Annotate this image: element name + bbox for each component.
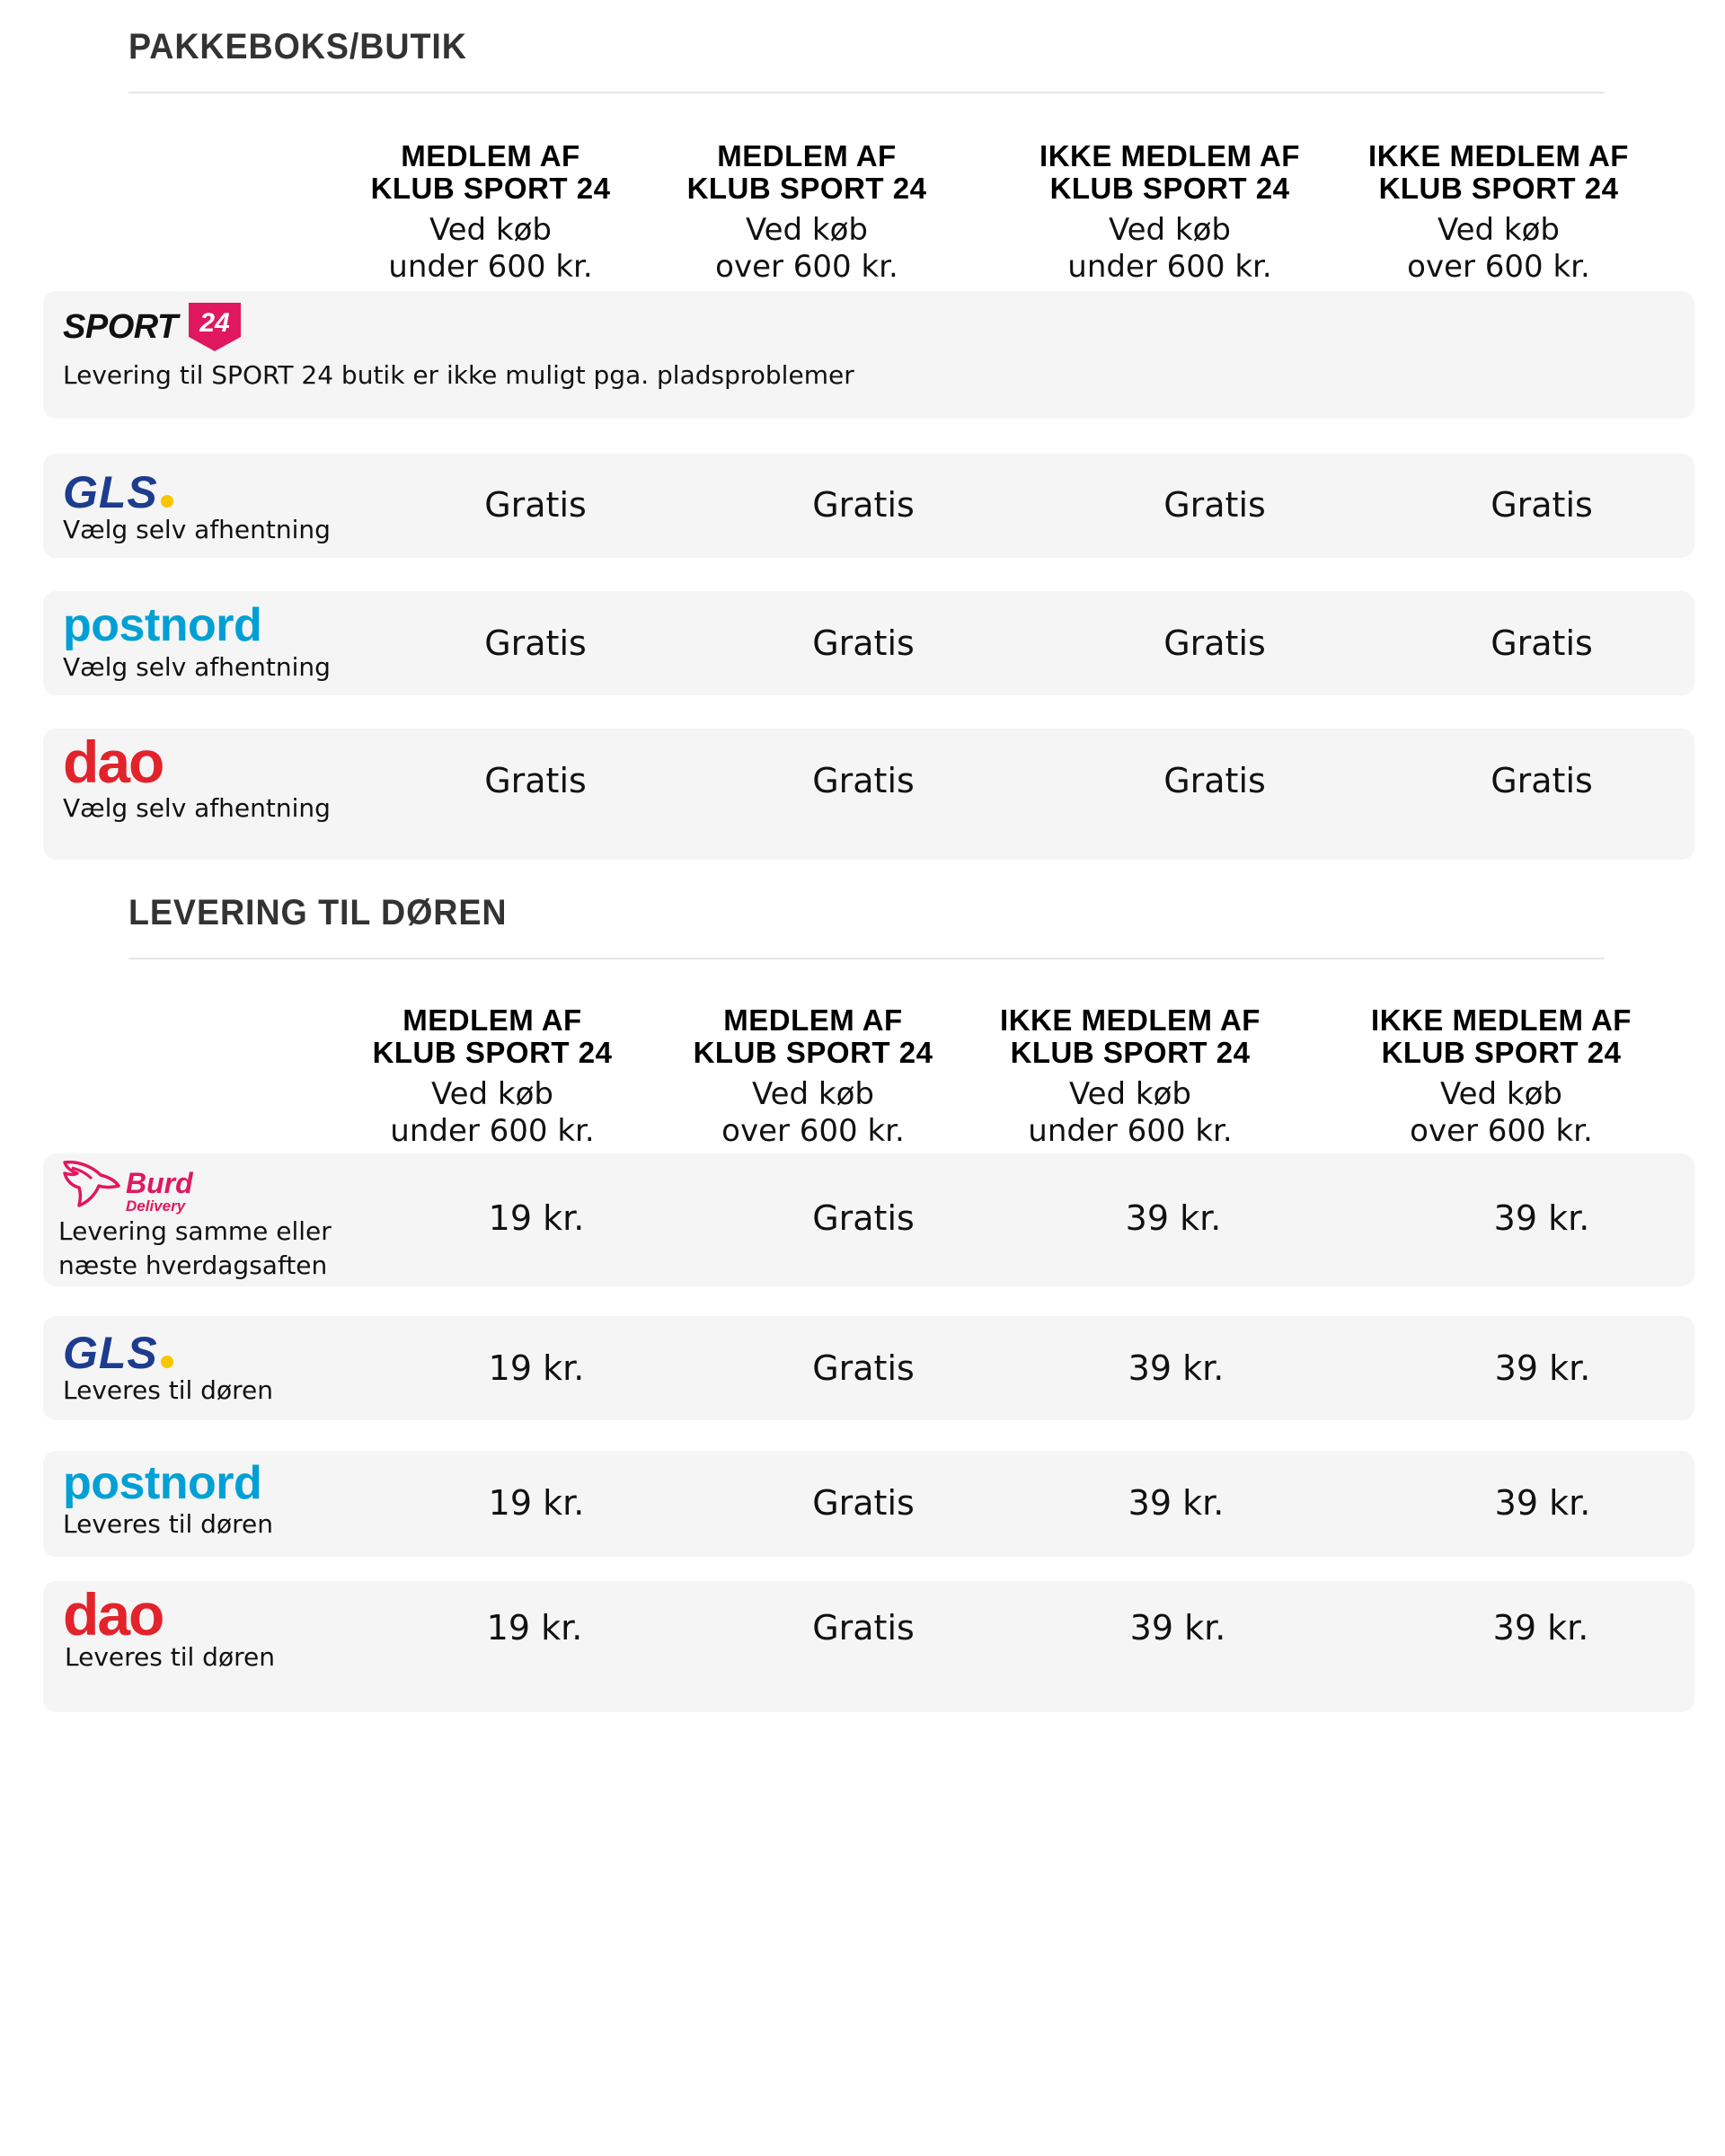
- price-cell: Gratis: [812, 1348, 915, 1388]
- price-cell: Gratis: [484, 623, 587, 663]
- price-cell: Gratis: [812, 1198, 915, 1238]
- gls-dot-icon: [161, 495, 173, 508]
- carrier-row-sport24: [43, 291, 1694, 419]
- price-cell: 39 kr.: [1493, 1198, 1590, 1238]
- price-cell: 39 kr.: [1492, 1608, 1589, 1648]
- section-divider: [128, 958, 1605, 959]
- price-cell: Gratis: [812, 1483, 915, 1523]
- column-header-nonmember-under: IKKE MEDLEM AF KLUB SPORT 24 Ved køb under 600 kr.: [1039, 139, 1300, 285]
- price-cell: Gratis: [812, 485, 915, 525]
- price-cell: 39 kr.: [1129, 1608, 1226, 1648]
- price-cell: Gratis: [1491, 761, 1593, 800]
- price-cell: Gratis: [1163, 761, 1266, 800]
- carrier-description: Vælg selv afhentning: [63, 652, 331, 682]
- column-header-member-under: MEDLEM AF KLUB SPORT 24 Ved køb under 600 kr.: [372, 1003, 613, 1149]
- price-cell: Gratis: [812, 761, 915, 800]
- column-header-member-over: MEDLEM AF KLUB SPORT 24 Ved køb over 600 kr.: [686, 139, 927, 285]
- burd-wing-icon: [59, 1157, 124, 1209]
- gls-logo: GLS: [63, 1330, 173, 1375]
- carrier-description: Vælg selv afhentning: [63, 515, 331, 544]
- carrier-row-postnord-pickup: [43, 591, 1694, 695]
- carrier-row-burd: [43, 1153, 1694, 1286]
- price-cell: Gratis: [1163, 623, 1266, 663]
- sport24-badge-icon: [185, 301, 244, 353]
- section-title-pickup: PAKKEBOKS/BUTIK: [128, 27, 467, 66]
- price-cell: 39 kr.: [1494, 1348, 1591, 1388]
- dao-logo: dao: [63, 729, 164, 795]
- carrier-row-postnord-door: [43, 1451, 1694, 1557]
- price-cell: Gratis: [812, 1608, 915, 1648]
- section-title-door: LEVERING TIL DØREN: [128, 893, 508, 932]
- price-cell: Gratis: [1491, 623, 1593, 663]
- price-cell: 39 kr.: [1125, 1198, 1222, 1238]
- column-header-nonmember-over: IKKE MEDLEM AF KLUB SPORT 24 Ved køb over 600 kr.: [1368, 139, 1629, 285]
- section-divider: [128, 92, 1605, 93]
- price-cell: 19 kr.: [486, 1608, 583, 1648]
- gls-logo: GLS: [63, 470, 173, 515]
- gls-dot-icon: [161, 1356, 173, 1368]
- price-cell: 19 kr.: [488, 1483, 585, 1523]
- column-header-member-over: MEDLEM AF KLUB SPORT 24 Ved køb over 600 kr.: [693, 1003, 933, 1149]
- price-cell: Gratis: [1163, 485, 1266, 525]
- carrier-description: Leveres til døren: [65, 1642, 275, 1672]
- sport24-logo: SPORT 24: [63, 298, 244, 356]
- carrier-description: Levering samme eller næste hverdagsaften: [58, 1216, 332, 1280]
- dao-logo: dao: [63, 1581, 164, 1648]
- postnord-logo: postnord: [63, 599, 262, 651]
- svg-text:24: 24: [199, 308, 230, 338]
- price-cell: Gratis: [812, 623, 915, 663]
- postnord-logo: postnord: [63, 1457, 262, 1509]
- price-cell: Gratis: [1491, 485, 1593, 525]
- carrier-row-gls-door: [43, 1316, 1694, 1420]
- carrier-row-dao-pickup: [43, 729, 1694, 860]
- price-cell: 39 kr.: [1128, 1348, 1225, 1388]
- column-header-member-under: MEDLEM AF KLUB SPORT 24 Ved køb under 600 kr.: [370, 139, 611, 285]
- price-cell: 39 kr.: [1128, 1483, 1225, 1523]
- column-header-nonmember-over: IKKE MEDLEM AF KLUB SPORT 24 Ved køb over 600 kr.: [1371, 1003, 1632, 1149]
- sport24-note: Levering til SPORT 24 butik er ikke muligt pga. pladsproblemer: [63, 360, 854, 390]
- price-cell: 19 kr.: [488, 1198, 585, 1238]
- carrier-row-gls-pickup: [43, 454, 1694, 558]
- price-cell: Gratis: [484, 485, 587, 525]
- price-cell: 19 kr.: [488, 1348, 585, 1388]
- price-cell: Gratis: [484, 761, 587, 800]
- carrier-description: Leveres til døren: [63, 1509, 273, 1539]
- carrier-row-dao-door: [43, 1581, 1694, 1712]
- burd-logo: Burd Delivery: [59, 1157, 193, 1214]
- price-cell: 39 kr.: [1494, 1483, 1591, 1523]
- carrier-description: Leveres til døren: [63, 1375, 273, 1405]
- column-header-nonmember-under: IKKE MEDLEM AF KLUB SPORT 24 Ved køb under 600 kr.: [1000, 1003, 1261, 1149]
- carrier-description: Vælg selv afhentning: [63, 793, 331, 823]
